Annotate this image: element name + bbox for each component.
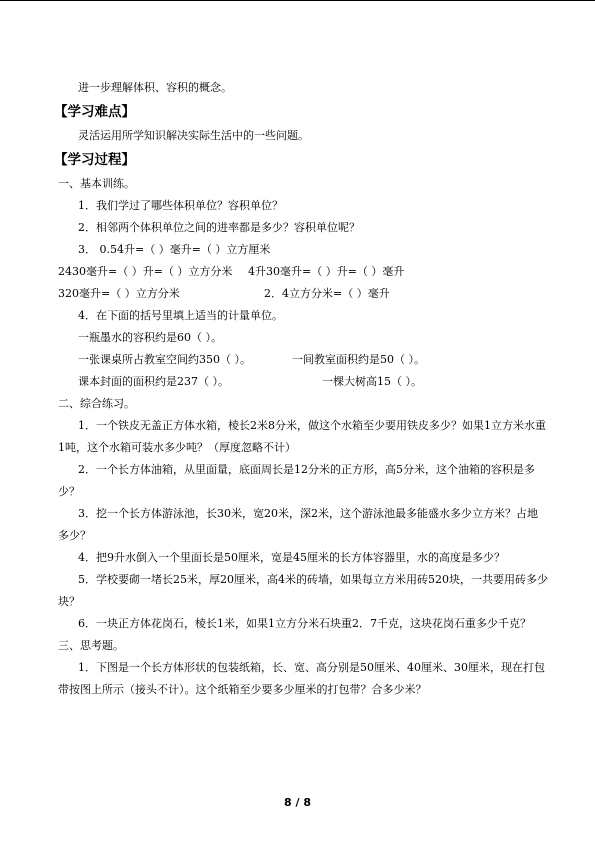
section3-title: 三、思考题。 [58, 639, 124, 652]
section2-title: 二、综合练习。 [58, 397, 135, 410]
top-rule [0, 0, 595, 1]
s1-q4-b: 一张课桌所占教室空间约350（ ）。 [78, 353, 251, 366]
difficulty-heading: 【学习难点】 [54, 104, 135, 120]
s1-q3-row1 [58, 261, 548, 283]
s3-q1: 1．下图是一个长方体形状的包装纸箱，长、宽、高分别是50厘米、40厘米、30厘米，现在打包带按图上所示（接头不计）。这个纸箱至少要多少厘米的打包带？合多少米？ [58, 661, 545, 696]
section1-title: 一、基本训练。 [58, 177, 135, 190]
s1-q4-e: 一棵大树高15（ ）。 [322, 375, 422, 388]
s2-q1: 1．一个铁皮无盖正方体水箱，棱长2米8分米，做这个水箱至少要用铁皮多少？如果1立方米水重1吨，这个水箱可装水多少吨？（厚度忽略不计） [58, 419, 546, 454]
s1-q3-c: 320毫升=（ ）立方分米 [58, 287, 180, 300]
page-number: 8 / 8 [284, 796, 311, 809]
process-heading: 【学习过程】 [54, 152, 135, 168]
s2-q6: 6．一块正方体花岗石，棱长1米，如果1立方分米石块重2．7千克，这块花岗石重多少千克？ [78, 617, 531, 630]
intro-text: 进一步理解体积、容积的概念。 [78, 81, 232, 94]
s2-q4: 4．把9升水倒入一个里面长是50厘米，宽是45厘米的长方体容器里，水的高度是多少？ [78, 551, 505, 564]
s1-q3-row2 [58, 283, 548, 305]
s1-q4: 4．在下面的括号里填上适当的计量单位。 [78, 309, 283, 322]
s1-q4-row3 [58, 371, 548, 393]
s1-q1: 1．我们学过了哪些体积单位？容积单位？ [78, 199, 283, 212]
s1-q3: 3． 0.54升=（ ）毫升=（ ）立方厘米 [78, 243, 271, 256]
s1-q4-a: 一瓶墨水的容积约是60（ ）。 [78, 331, 222, 344]
s2-q5: 5．学校要砌一堵长25米，厚20厘米，高4米的砖墙，如果每立方米用砖520块，一共要用砖多少块？ [58, 573, 548, 608]
difficulty-text: 灵活运用所学知识解决实际生活中的一些问题。 [78, 129, 309, 142]
s2-q2: 2．一个长方体油箱，从里面量，底面周长是12分米的正方形，高5分米，这个油箱的容积是多少？ [58, 463, 535, 498]
page-content [54, 77, 548, 701]
s1-q3-b: 4升30毫升=（ ）升=（ ）毫升 [248, 265, 405, 278]
s1-q2: 2．相邻两个体积单位之间的进率都是多少？容积单位呢？ [78, 221, 360, 234]
s2-q3: 3．挖一个长方体游泳池，长30米，宽20米，深2米，这个游泳池最多能盛水多少立方米？占地多少？ [58, 507, 538, 542]
s1-q4-d: 课本封面的面积约是237（ ）。 [78, 375, 229, 388]
s1-q3-a: 2430毫升=（ ）升=（ ）立方分米 [58, 265, 233, 278]
s1-q4-row2 [58, 349, 548, 371]
s1-q4-c: 一间教室面积约是50（ ）。 [292, 353, 425, 366]
s1-q3-d: 2．4立方分米=（ ）毫升 [264, 287, 390, 300]
